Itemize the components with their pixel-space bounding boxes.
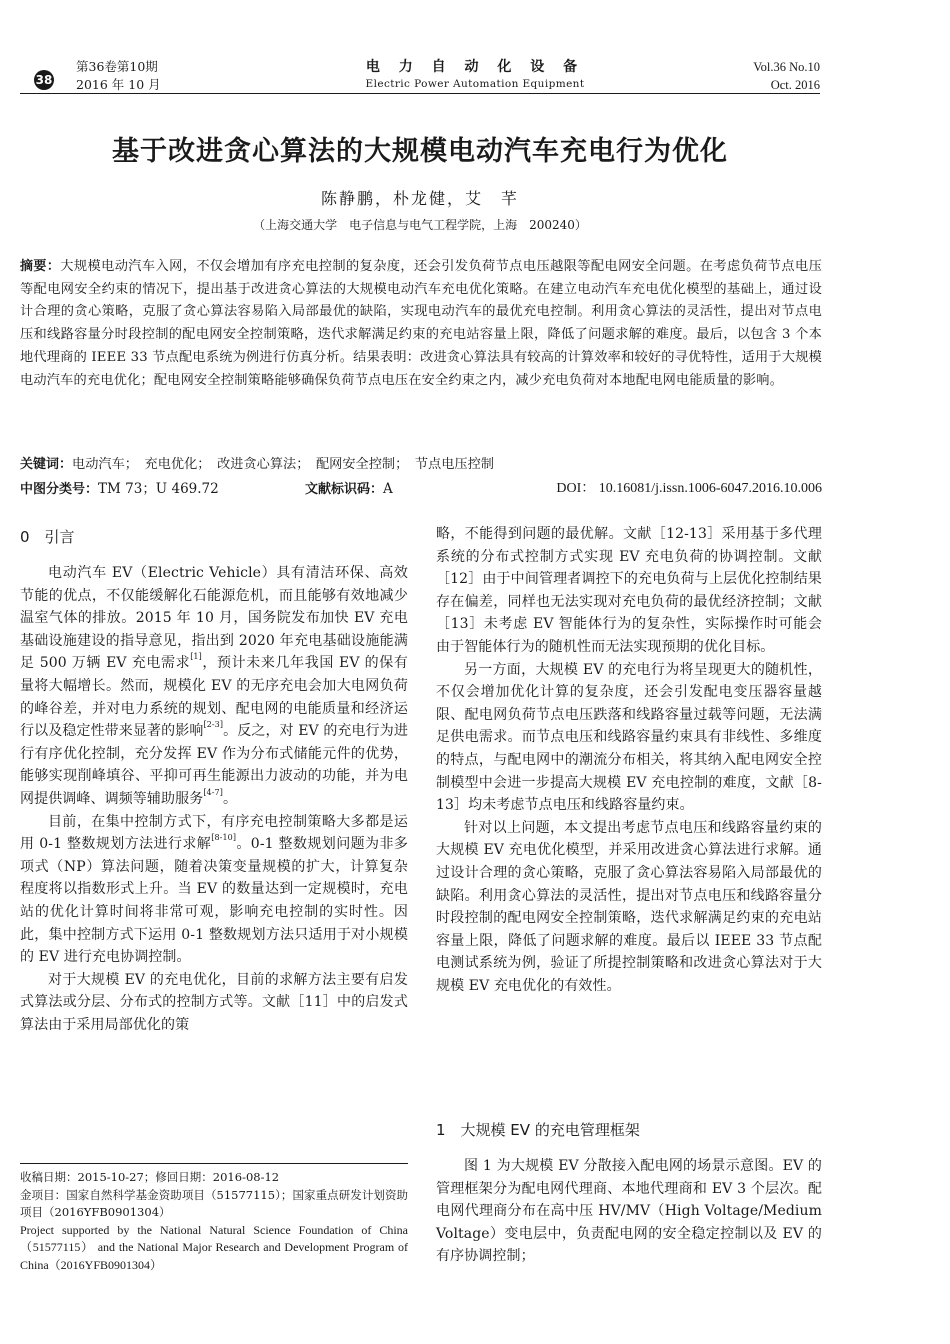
document-code [305,478,495,501]
text-run: 电动汽车 EV（Electric Vehicle）具有清洁环保、高效节能的优点，不仅能缓解化石能源危机，而且能够有效地减少温室气体的排放。2015 年 10 月，国务院发布加快 EV 充电基础设施建设的指导意见，指出到 2020 年充电基础设施能满足 500 万辆 EV 充电需求 [20,565,408,672]
page-number: 38 [34,70,54,90]
abstract [20,256,822,392]
volume-en: Vol.36 No.10 [753,60,820,74]
fund-cn: 金项目：国家自然科学基金资助项目（51577115）；国家重点研发计划资助项目（2016YFB0901304） [20,1187,408,1219]
clc-number [20,478,305,501]
intro-paragraph-4: 另一方面，大规模 EV 的充电行为将呈现更大的随机性，不仅会增加优化计算的复杂度，还会引发配电变压器容量越限、配电网负荷节点电压跌落和线路容量过载等问题，无法满足供电需求。而节点电压和线路容量约束具有非线性、多维度的特点，与配电网中的潮流分布相关，将其纳入配电网安全控制模型中会进一步提高大规模 EV 充电控制的难度，文献［8-13］均未考虑节点电压和线路容量约束。 [436,661,822,814]
keywords-text: 电动汽车； 充电优化； 改进贪心算法； 配网安全控制； 节点电压控制 [72,457,494,472]
intro-paragraph-1 [20,562,408,811]
abstract-text: 大规模电动汽车入网，不仅会增加有序充电控制的复杂度，还会引发负荷节点电压越限等配电网安全问题。在考虑负荷节点电压等配电网安全约束的情况下，提出基于改进贪心算法的大规模电动汽车充电优化策略。在建立电动汽车充电优化模型的基础上，通过设计合理的贪心策略，克服了贪心算法容易陷入局部最优的缺陷，实现电动汽车的最优充电控制。利用贪心算法的灵活性，提出对节点电压和线路容量分时段控制的配电网安全控制策略，迭代求解满足约束的充电站容量上限，降低了问题求解的难度。最后，以包含 3 个本地代理商的 IEEE 33 节点配电系统为例进行仿真分析。结果表明：改进贪心算法具有较高的计算效率和较好的寻优特性，适用于大规模电动汽车的充电优化；配电网安全控制策略能够确保负荷节点电压在安全约束之内，减少充电负荷对本地配电网电能质量的影响。 [20,259,822,388]
article-affiliation: （上海交通大学 电子信息与电气工程学院，上海 200240） [253,218,587,232]
header-rule [20,93,820,94]
fund-en: Project supported by the National Natural Science Foundation of China（51577115） and the National Major Research and Development Program of China（2016YFB0901304） [20,1222,408,1272]
text-run: 目前，在集中控制方式下，有序充电控制策略大多都是运用 0-1 整数规划方法进行求解 [20,813,408,853]
citation: [8-10] [211,833,237,843]
intro-paragraph-3: 对于大规模 EV 的充电优化，目前的求解方法主要有启发式算法或分层、分布式的控制方式等。文献［11］中的启发式算法由于采用局部优化的策 [20,971,408,1033]
clc-value: TM 73；U 469.72 [98,481,219,497]
abstract-label: 摘要： [20,259,61,274]
date-en: Oct. 2016 [770,78,820,92]
issue-info-cn [76,58,161,94]
section-1-heading: 1 大规模 EV 的充电管理框架 [436,1121,640,1139]
journal-name-en: Electric Power Automation Equipment [365,78,585,90]
text-run: 。0-1 整数规划问题为非多项式（NP）算法问题，随着决策变量规模的扩大，计算复杂程度将以指数形式上升。当 EV 的数量达到一定规模时，充电站的优化计算时间将非常可观，影响充电控制的实时性。因此，集中控制方式下运用 0-1 整数规划方法只适用于对小规模的 EV 进行充电协调控制。 [20,836,408,966]
doc-code-value: A [383,481,393,497]
citation: [2-3] [203,720,224,730]
text-run: 。 [222,790,238,807]
text-run: 。反之，对 EV 的充电行为进行有序优化控制，充分发挥 EV 作为分布式储能元件的优势，能够实现削峰填谷、平抑可再生能源出力波动的功能，并为电网提供调峰、调频等辅助服务 [20,723,408,807]
section-0-heading: 0 引言 [20,528,75,546]
article-authors: 陈静鹏，朴龙健，艾 芊 [320,189,519,208]
footnote-rule [20,1163,408,1164]
intro-paragraph-5: 针对以上问题，本文提出考虑节点电压和线路容量约束的大规模 EV 充电优化模型，并采用改进贪心算法进行求解。通过设计合理的贪心策略，克服了贪心算法容易陷入局部最优的缺陷。利用贪心算法的灵活性，提出对节点电压和线路容量分时段控制的配电网安全控制策略，迭代求解满足约束的充电站容量上限，降低了问题求解的难度。最后以 IEEE 33 节点配电测试系统为例，验证了所提控制策略和改进贪心算法对于大规模 EV 充电优化的有效性。 [436,819,822,994]
journal-name [290,58,660,92]
citation: [4-7] [203,787,223,797]
doc-code-label: 文献标识码： [305,482,384,497]
keywords-label: 关键词： [20,457,73,472]
intro-paragraph-2 [20,811,408,969]
journal-name-cn: 电 力 自 动 化 设 备 [365,59,585,75]
doi: DOI： 10.16081/j.issn.1006-6047.2016.10.006 [556,481,822,496]
clc-label: 中图分类号： [20,482,99,497]
right-column [436,523,822,997]
section-1-body [436,1155,822,1268]
issue-info-en [660,58,820,94]
left-column [20,562,408,1036]
volume-cn: 第36卷第10期 [76,59,158,74]
citation: [1] [190,652,202,662]
intro-paragraph-3-continued: 略，不能得到问题的最优解。文献［12-13］采用基于多代理系统的分布式控制方式实现 EV 充电负荷的协调控制。文献［12］由于中间管理者调控下的充电负荷与上层优化控制结果存在偏差，同样也无法实现对充电负荷的最优经济控制；文献［13］未考虑 EV 智能体行为的复杂性，实际操作时可能会由于智能体行为的随机性而无法实现预期的优化目标。 [436,526,822,655]
received-dates: 收稿日期：2015-10-27；修回日期：2016-08-12 [20,1170,280,1184]
section-1-paragraph-1: 图 1 为大规模 EV 分散接入配电网的场景示意图。EV 的管理框架分为配电网代理商、本地代理商和 EV 3 个层次。配电网代理商分布在高中压 HV/MV（High Voltage/Medium Voltage）变电层中，负责配电网的安全稳定控制以及 EV 的有序协调控制； [436,1158,822,1265]
text-run: ，预计未来几年我国 EV 的保有量将大幅增长。然而，规模化 EV 的无序充电会加大电网负荷的峰谷差，并对电力系统的规划、配电网的电能质量和经济运行以及稳定性带来显著的影响 [20,655,408,740]
classification-line [20,478,822,501]
footnote [20,1169,408,1274]
keywords [20,454,822,476]
date-cn: 2016 年 10 月 [76,77,161,92]
article-title: 基于改进贪心算法的大规模电动汽车充电行为优化 [112,136,728,167]
